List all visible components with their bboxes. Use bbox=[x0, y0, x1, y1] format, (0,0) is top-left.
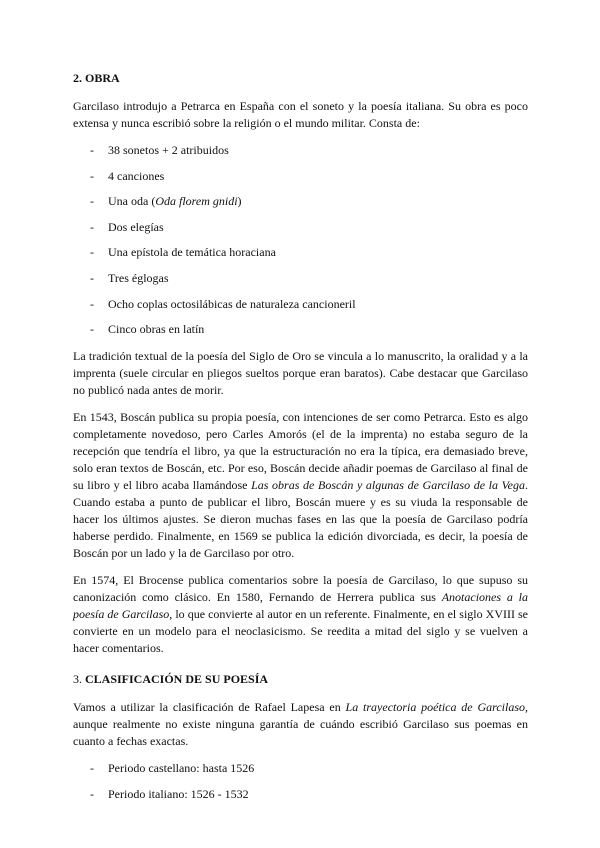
dash-bullet: - bbox=[90, 219, 94, 234]
section-3-heading: 3. CLASIFICACIÓN DE SU POESÍA bbox=[73, 672, 269, 687]
dash-bullet: - bbox=[90, 245, 94, 260]
book-title: Las obras de Boscán y algunas de Garcilaso de la Vega bbox=[251, 478, 525, 493]
lapesa-book-title: La trayectoria poética de Garcilaso bbox=[345, 700, 525, 715]
list-item: - 4 canciones bbox=[90, 168, 165, 183]
dash-bullet: - bbox=[90, 761, 94, 776]
brocense-1574-paragraph: En 1574, El Brocense publica comentarios sobre la poesía de Garcilaso, lo que supuso su canonización como clásico. En 1580, Fernando de Herrera publica sus Anotaciones a la poesía de Garcilaso, lo que convierte al autor en un referente. Finalmente, en el siglo XVIII se convierte en un modelo para el neoclasicismo. Se reedita a mitad del siglo y se vuelven a hacer comentarios. bbox=[73, 573, 529, 656]
list-item: - Una oda (Oda florem gnidi) bbox=[90, 194, 242, 209]
dash-bullet: - bbox=[90, 322, 94, 337]
section-3-intro: Vamos a utilizar la clasificación de Rafael Lapesa en La trayectoria poética de Garcilaso, aunque realmente no existe ninguna garantía de cuándo escribió Garcilaso sus poemas en cuanto a fechas exactas. bbox=[73, 700, 528, 749]
section-2-heading: 2. OBRA bbox=[73, 71, 120, 85]
list-item: - Tres églogas bbox=[90, 270, 169, 285]
dash-bullet: - bbox=[90, 270, 94, 285]
dash-bullet: - bbox=[90, 168, 94, 183]
list-item: - Periodo castellano: hasta 1526 bbox=[90, 761, 255, 776]
dash-bullet: - bbox=[90, 194, 94, 209]
oda-title: Oda florem gnidi bbox=[155, 194, 238, 209]
anotaciones-title: Anotaciones a la poesía de Garcilaso bbox=[73, 590, 529, 622]
list-item: - Cinco obras en latín bbox=[90, 322, 205, 337]
list-item: - 38 sonetos + 2 atribuidos bbox=[90, 143, 229, 157]
section-2-intro: Garcilaso introdujo a Petrarca en España con el soneto y la poesía italiana. Su obra es poco extensa y nunca escribió sobre la religión o el mundo militar. Consta de: bbox=[73, 99, 528, 130]
dash-bullet: - bbox=[90, 296, 94, 311]
boscan-1543-paragraph: En 1543, Boscán publica su propia poesía, con intenciones de ser como Petrarca. Esto es algo completamente novedoso, pero Carles Amorós (el de la imprenta) no estaba seguro de la recepción que tendría el libro, ya que la estructuración no era la típica, era demasiado breve, solo eran textos de Boscán, etc. Por eso, Boscán decide añadir poemas de Garcilaso al final de su libro y el libro acaba llamándose Las obras de Boscán y algunas de Garcilaso de la Vega. Cuando estaba a punto de publicar el libro, Boscán muere y es su viuda la responsable de hacer los últimos ajustes. Se dieron muchas fases en las que la poesía de Garcilaso podría haberse perdido. Finalmente, en 1569 se publica la edición divorciada, es decir, la poesía de Boscán por un lado y la de Garcilaso por otro. bbox=[73, 410, 528, 561]
dash-bullet: - bbox=[90, 143, 94, 157]
list-item: - Ocho coplas octosilábicas de naturaleza cancioneril bbox=[90, 296, 356, 311]
list-item: - Una epístola de temática horaciana bbox=[90, 245, 276, 260]
dash-bullet: - bbox=[90, 786, 94, 801]
works-list bbox=[73, 142, 528, 338]
list-item: - Dos elegías bbox=[90, 219, 164, 234]
list-item: - Periodo italiano: 1526 - 1532 bbox=[90, 786, 249, 801]
periods-list bbox=[73, 760, 528, 803]
document-page bbox=[73, 70, 528, 813]
textual-tradition-paragraph: La tradición textual de la poesía del Siglo de Oro se vincula a lo manuscrito, la oralidad y a la imprenta (suele circular en pliegos sueltos porque eran baratos). Cabe destacar que Garcilaso no publicó nada antes de morir. bbox=[73, 349, 528, 398]
